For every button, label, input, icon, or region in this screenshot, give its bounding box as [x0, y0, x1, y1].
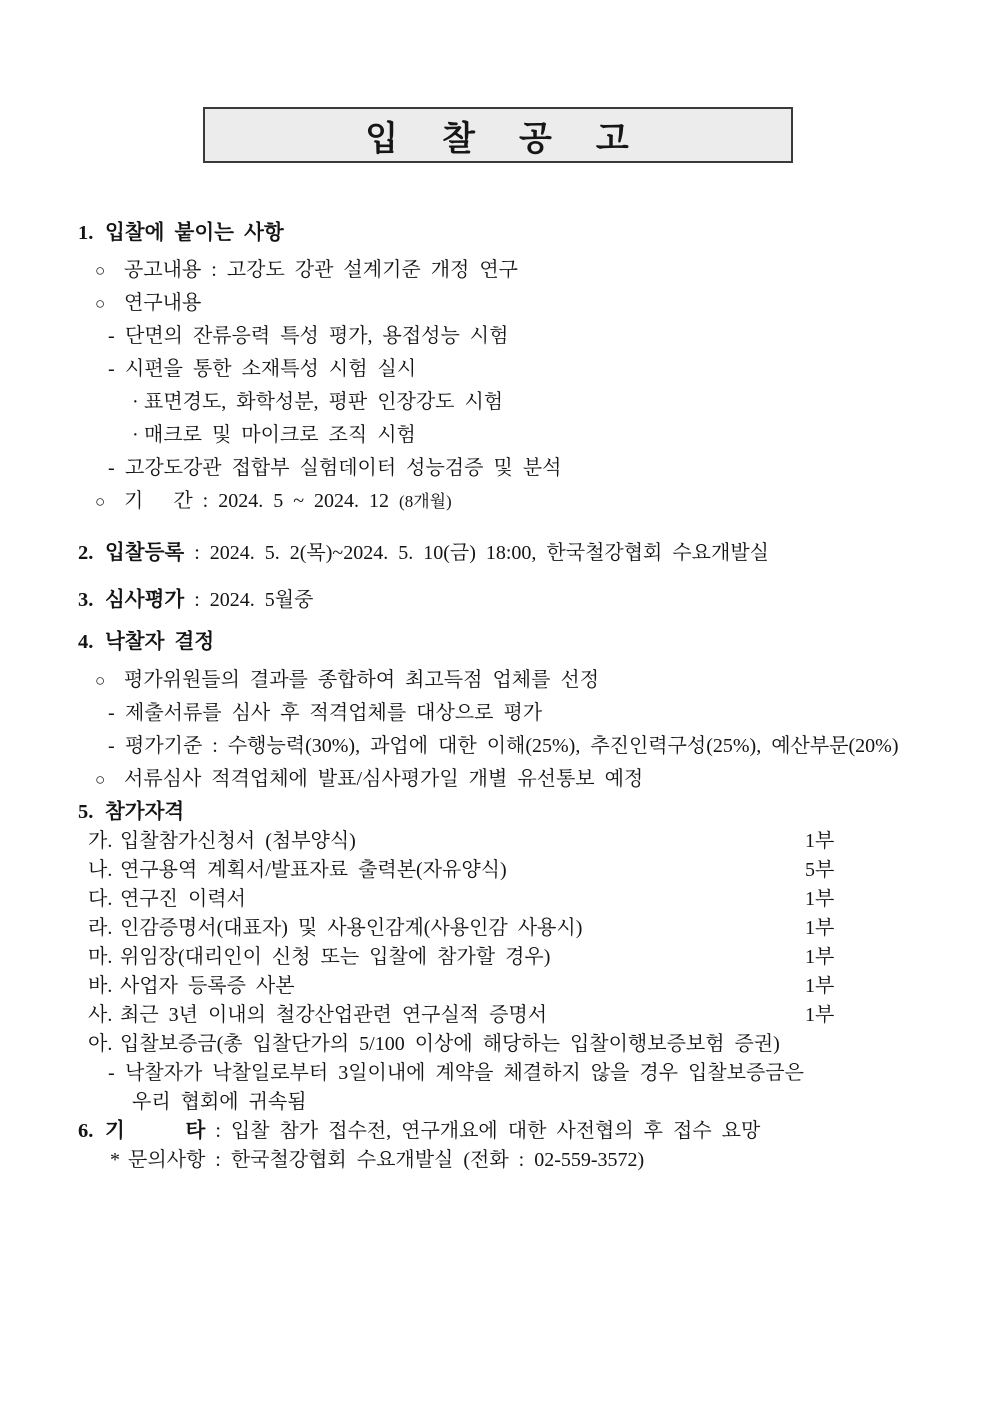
list-item: [78, 452, 958, 485]
circle-bullet-icon: ○: [95, 671, 106, 690]
contact-note: [78, 1146, 958, 1175]
requirement-row: [78, 885, 958, 914]
section-number: 6.: [78, 1120, 94, 1142]
section-number: 2.: [78, 542, 94, 564]
row-label: 마.: [88, 946, 113, 968]
section-2-heading: [78, 538, 958, 568]
section-3-heading: [78, 585, 958, 615]
dot-bullet-icon: ·: [132, 391, 139, 413]
section-number: 4.: [78, 631, 94, 653]
dash-bullet-icon: -: [108, 1062, 115, 1084]
copy-count: 1부: [805, 917, 835, 939]
item-text: 시편을 통한 소재특성 시험 실시: [125, 358, 417, 380]
document-body: [78, 0, 958, 1175]
section-4-heading: [78, 627, 958, 657]
list-item: [78, 763, 958, 796]
requirement-row: [78, 1001, 958, 1030]
document-title: 입 찰 공 고: [365, 120, 631, 158]
list-item: [78, 386, 958, 419]
item-text: 제출서류를 심사 후 적격업체를 대상으로 평가: [125, 702, 543, 724]
requirement-row: [78, 943, 958, 972]
item-text: 공고내용 : 고강도 강관 설계기준 개정 연구: [124, 259, 518, 281]
dash-bullet-icon: -: [108, 325, 115, 347]
note-text: 문의사항 : 한국철강협회 수요개발실 (전화 : 02-559-3572): [128, 1149, 645, 1171]
row-text: 입찰보증금(총 입찰단가의 5/100 이상에 해당하는 입찰이행보증보험 증권): [120, 1033, 780, 1055]
section-1-heading: [78, 218, 958, 248]
item-text: 표면경도, 화학성분, 평판 인장강도 시험: [144, 391, 504, 413]
row-text: 연구진 이력서: [120, 888, 246, 910]
item-text: 단면의 잔류응력 특성 평가, 용접성능 시험: [125, 325, 509, 347]
item-text: 평가기준 : 수행능력(30%), 과업에 대한 이해(25%), 추진인력구성(25%), 예산부문(20%): [125, 735, 899, 757]
copy-count: 1부: [805, 888, 835, 910]
row-label: 가.: [88, 830, 113, 852]
copy-count: 1부: [805, 975, 835, 997]
section-number: 1.: [78, 222, 94, 244]
circle-bullet-icon: ○: [95, 770, 106, 789]
item-text: 매크로 및 마이크로 조직 시험: [144, 424, 416, 446]
row-text: 낙찰자가 낙찰일로부터 3일이내에 계약을 체결하지 않을 경우 입찰보증금은: [125, 1062, 804, 1084]
requirement-row: [78, 914, 958, 943]
item-text: 평가위원들의 결과를 종합하여 최고득점 업체를 선정: [124, 669, 600, 691]
list-item: [78, 730, 958, 763]
section-detail: : 2024. 5. 2(목)~2024. 5. 10(금) 18:00, 한국철강협회 수요개발실: [184, 542, 769, 564]
row-text: 입찰참가신청서 (첨부양식): [120, 830, 356, 852]
list-item: [78, 320, 958, 353]
copy-count: 1부: [805, 946, 835, 968]
list-item: [78, 287, 958, 320]
section-title: 입찰등록: [105, 542, 185, 564]
dot-bullet-icon: ·: [132, 424, 139, 446]
section-title: 입찰에 붙이는 사항: [105, 222, 284, 244]
requirement-row: [78, 1030, 958, 1059]
row-text: 인감증명서(대표자) 및 사용인감계(사용인감 사용시): [120, 917, 583, 939]
section-detail: : 입찰 참가 접수전, 연구개요에 대한 사전협의 후 접수 요망: [205, 1120, 761, 1142]
circle-bullet-icon: ○: [95, 492, 106, 511]
circle-bullet-icon: ○: [95, 294, 106, 313]
section-title: 심사평가: [105, 589, 185, 611]
list-item: [78, 353, 958, 386]
list-item: [78, 254, 958, 287]
row-label: 나.: [88, 859, 113, 881]
requirement-note-continued: [78, 1088, 958, 1117]
requirement-row: [78, 827, 958, 856]
list-item: [78, 697, 958, 730]
copy-count: 5부: [805, 859, 835, 881]
section-title: 참가자격: [105, 801, 185, 823]
item-text: 연구내용: [124, 292, 202, 314]
row-label: 사.: [88, 1004, 113, 1026]
copy-count: 1부: [805, 830, 835, 852]
item-text: 고강도강관 접합부 실험데이터 성능검증 및 분석: [125, 457, 562, 479]
requirement-row: [78, 972, 958, 1001]
section-detail: : 2024. 5월중: [184, 589, 314, 611]
list-item: [78, 664, 958, 697]
list-item: [78, 419, 958, 452]
row-label: 아.: [88, 1033, 113, 1055]
item-text: 기 간 : 2024. 5 ~ 2024. 12: [124, 490, 400, 512]
row-label: 라.: [88, 917, 113, 939]
requirement-note: [78, 1059, 958, 1088]
section-number: 5.: [78, 801, 94, 823]
row-text: 최근 3년 이내의 철강산업관련 연구실적 증명서: [120, 1004, 548, 1026]
item-text-small: (8개월): [399, 492, 452, 511]
item-text: 서류심사 적격업체에 발표/심사평가일 개별 유선통보 예정: [124, 768, 644, 790]
section-title: 기 타: [105, 1120, 206, 1142]
row-label: 바.: [88, 975, 113, 997]
row-label: 다.: [88, 888, 113, 910]
row-text: 사업자 등록증 사본: [120, 975, 295, 997]
row-text: 연구용역 계획서/발표자료 출력본(자유양식): [120, 859, 507, 881]
circle-bullet-icon: ○: [95, 261, 106, 280]
dash-bullet-icon: -: [108, 457, 115, 479]
asterisk-icon: *: [110, 1149, 120, 1171]
requirement-row: [78, 856, 958, 885]
copy-count: 1부: [805, 1004, 835, 1026]
row-text: 위임장(대리인이 신청 또는 입찰에 참가할 경우): [120, 946, 551, 968]
row-text: 우리 협회에 귀속됨: [132, 1091, 307, 1113]
dash-bullet-icon: -: [108, 358, 115, 380]
dash-bullet-icon: -: [108, 702, 115, 724]
section-6-heading: [78, 1117, 958, 1146]
section-number: 3.: [78, 589, 94, 611]
dash-bullet-icon: -: [108, 735, 115, 757]
section-5-heading: [78, 797, 958, 827]
section-title: 낙찰자 결정: [105, 631, 215, 653]
list-item: [78, 485, 958, 518]
